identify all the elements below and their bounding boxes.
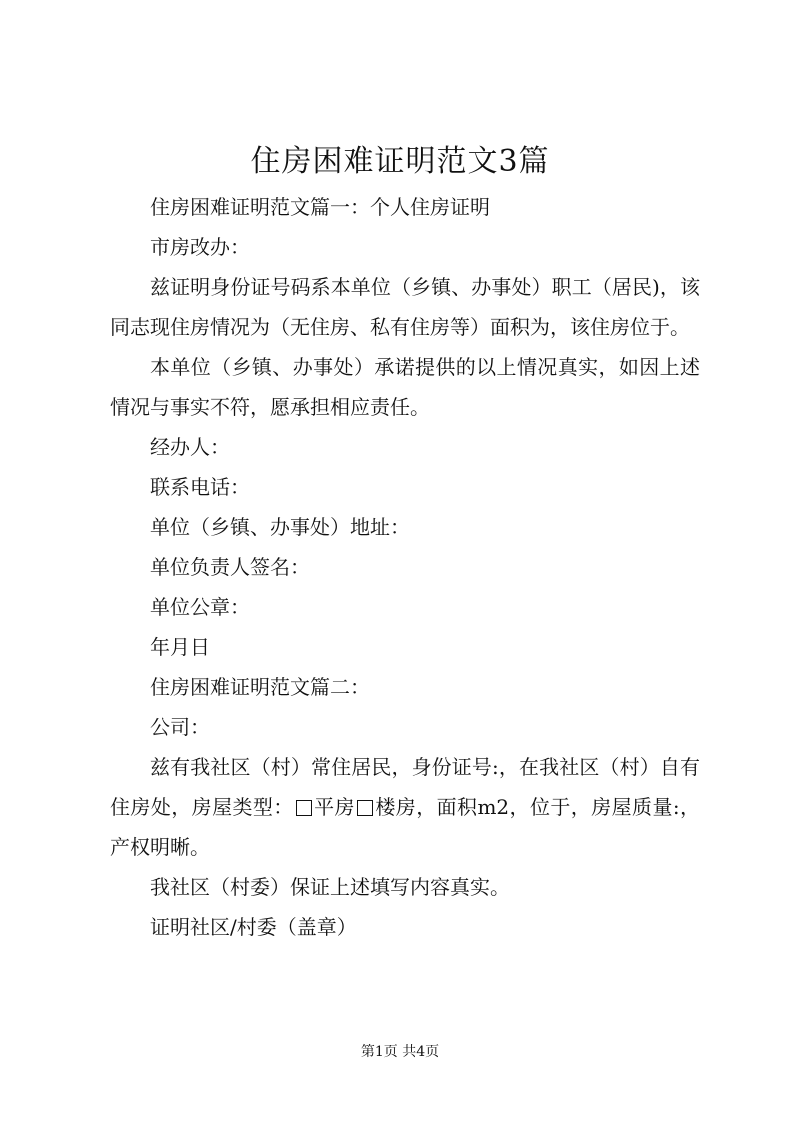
guarantee-paragraph: 我社区（村委）保证上述填写内容真实。 bbox=[150, 875, 510, 899]
document-body bbox=[110, 187, 700, 947]
residence-text-part1: 兹有我社区（村）常住居民，身份证号:，在我社区（村）自有住房处，房屋类型： bbox=[110, 755, 700, 819]
residence-text-part3: 楼房，面积m2，位于，房屋质量:，产权明晰。 bbox=[110, 795, 701, 859]
stamp-line: 证明社区/村委（盖章） bbox=[150, 915, 357, 939]
checkbox-icon bbox=[296, 800, 312, 816]
signature-field: 单位负责人签名： bbox=[150, 555, 310, 579]
section-heading-1: 住房困难证明范文篇一：个人住房证明 bbox=[150, 195, 490, 219]
commitment-paragraph: 本单位（乡镇、办事处）承诺提供的以上情况真实，如因上述情况与事实不符，愿承担相应责任。 bbox=[110, 355, 700, 419]
seal-field: 单位公章： bbox=[150, 595, 250, 619]
certification-paragraph: 兹证明身份证号码系本单位（乡镇、办事处）职工（居民)，该同志现住房情况为（无住房、私有住房等）面积为，该住房位于。 bbox=[110, 275, 700, 339]
residence-paragraph bbox=[110, 747, 700, 867]
section-heading-2: 住房困难证明范文篇二： bbox=[150, 675, 370, 699]
document-title: 住房困难证明范文3篇 bbox=[250, 144, 550, 179]
page-footer: 第1页 共4页 bbox=[360, 1044, 440, 1060]
checkbox-icon bbox=[357, 800, 373, 816]
phone-field: 联系电话： bbox=[150, 475, 250, 499]
company-addressee-paragraph: 公司： bbox=[150, 715, 210, 739]
addressee-paragraph: 市房改办： bbox=[150, 235, 250, 259]
address-field: 单位（乡镇、办事处）地址： bbox=[150, 515, 410, 539]
date-field: 年月日 bbox=[150, 635, 210, 659]
handler-field: 经办人： bbox=[150, 435, 230, 459]
residence-text-part2: 平房 bbox=[313, 795, 355, 819]
